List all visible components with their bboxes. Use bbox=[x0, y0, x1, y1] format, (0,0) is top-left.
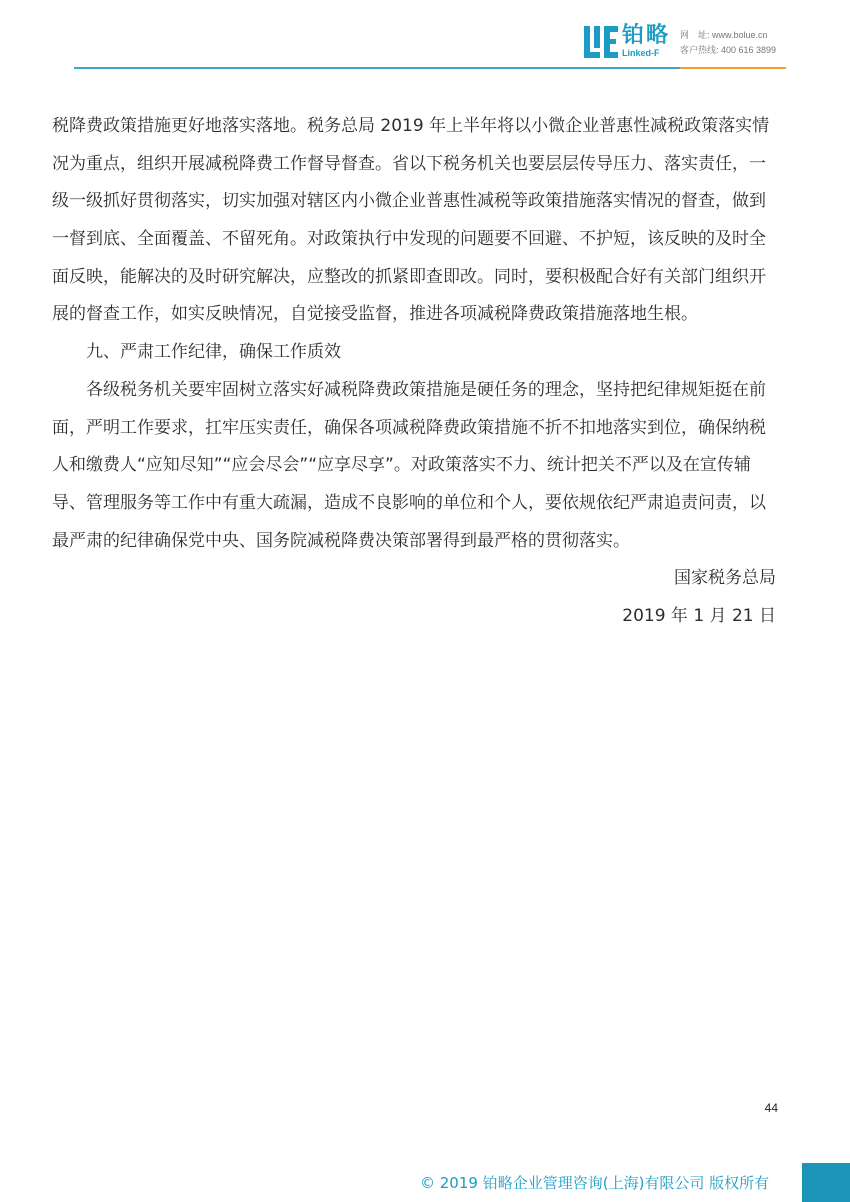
footer-color-block bbox=[802, 1163, 850, 1202]
hotline-text: 客户热线: 400 616 3899 bbox=[680, 45, 777, 55]
paragraph-line: 展的督查工作，如实反映情况，自觉接受监督，推进各项减税降费政策措施落地生根。 bbox=[52, 304, 698, 325]
paragraph-line: 况为重点，组织开展减税降费工作督导督查。省以下税务机关也要层层传导压力、落实责任，一 bbox=[52, 153, 766, 174]
paragraph-line: 面反映，能解决的及时研究解决，应整改的抓紧即查即改。同时，要积极配合好有关部门组织开 bbox=[52, 266, 766, 287]
logo-chinese-name: 铂略 bbox=[622, 23, 671, 48]
paragraph-line: 一督到底、全面覆盖、不留死角。对政策执行中发现的问题要不回避、不护短，该反映的及时全 bbox=[52, 229, 766, 250]
website-text: 网 址: www.bolue.cn bbox=[680, 30, 768, 40]
paragraph-line: 最严肃的纪律确保党中央、国务院减税降费决策部署得到最严格的贯彻落实。 bbox=[52, 530, 630, 551]
page-number: 44 bbox=[764, 1101, 778, 1115]
contact-info bbox=[680, 28, 776, 58]
document-body bbox=[52, 108, 776, 636]
paragraph-line: 导、管理服务等工作中有重大疏漏，造成不良影响的单位和个人，要依规依纪严肃追责问责，以 bbox=[52, 492, 766, 513]
paragraph-line: 各级税务机关要牢固树立落实好减税降费政策措施是硬任务的理念，坚持把纪律规矩挺在前 bbox=[86, 379, 766, 400]
page-header bbox=[0, 0, 850, 74]
paragraph-line: 税降费政策措施更好地落实落地。税务总局 2019 年上半年将以小微企业普惠性减税政策落实情 bbox=[52, 116, 770, 136]
logo-english-name: Linked-F bbox=[622, 48, 660, 58]
section-heading: 九、严肃工作纪律，确保工作质效 bbox=[86, 342, 341, 363]
header-divider-accent bbox=[680, 67, 786, 69]
signature: 国家税务总局 bbox=[674, 568, 776, 589]
copyright-footer: © 2019 铂略企业管理咨询(上海)有限公司 版权所有 bbox=[420, 1174, 770, 1192]
document-date: 2019 年 1 月 21 日 bbox=[622, 605, 776, 626]
paragraph-line: 人和缴费人“应知尽知”“应会尽会”“应享尽享”。对政策落实不力、统计把关不严以及在宣传辅 bbox=[52, 455, 751, 476]
paragraph-line: 级一级抓好贯彻落实，切实加强对辖区内小微企业普惠性减税等政策措施落实情况的督查，做到 bbox=[52, 191, 766, 212]
bolue-logo-icon bbox=[584, 26, 618, 58]
paragraph-line: 面，严明工作要求，扛牢压实责任，确保各项减税降费政策措施不折不扣地落实到位，确保纳税 bbox=[52, 417, 766, 438]
